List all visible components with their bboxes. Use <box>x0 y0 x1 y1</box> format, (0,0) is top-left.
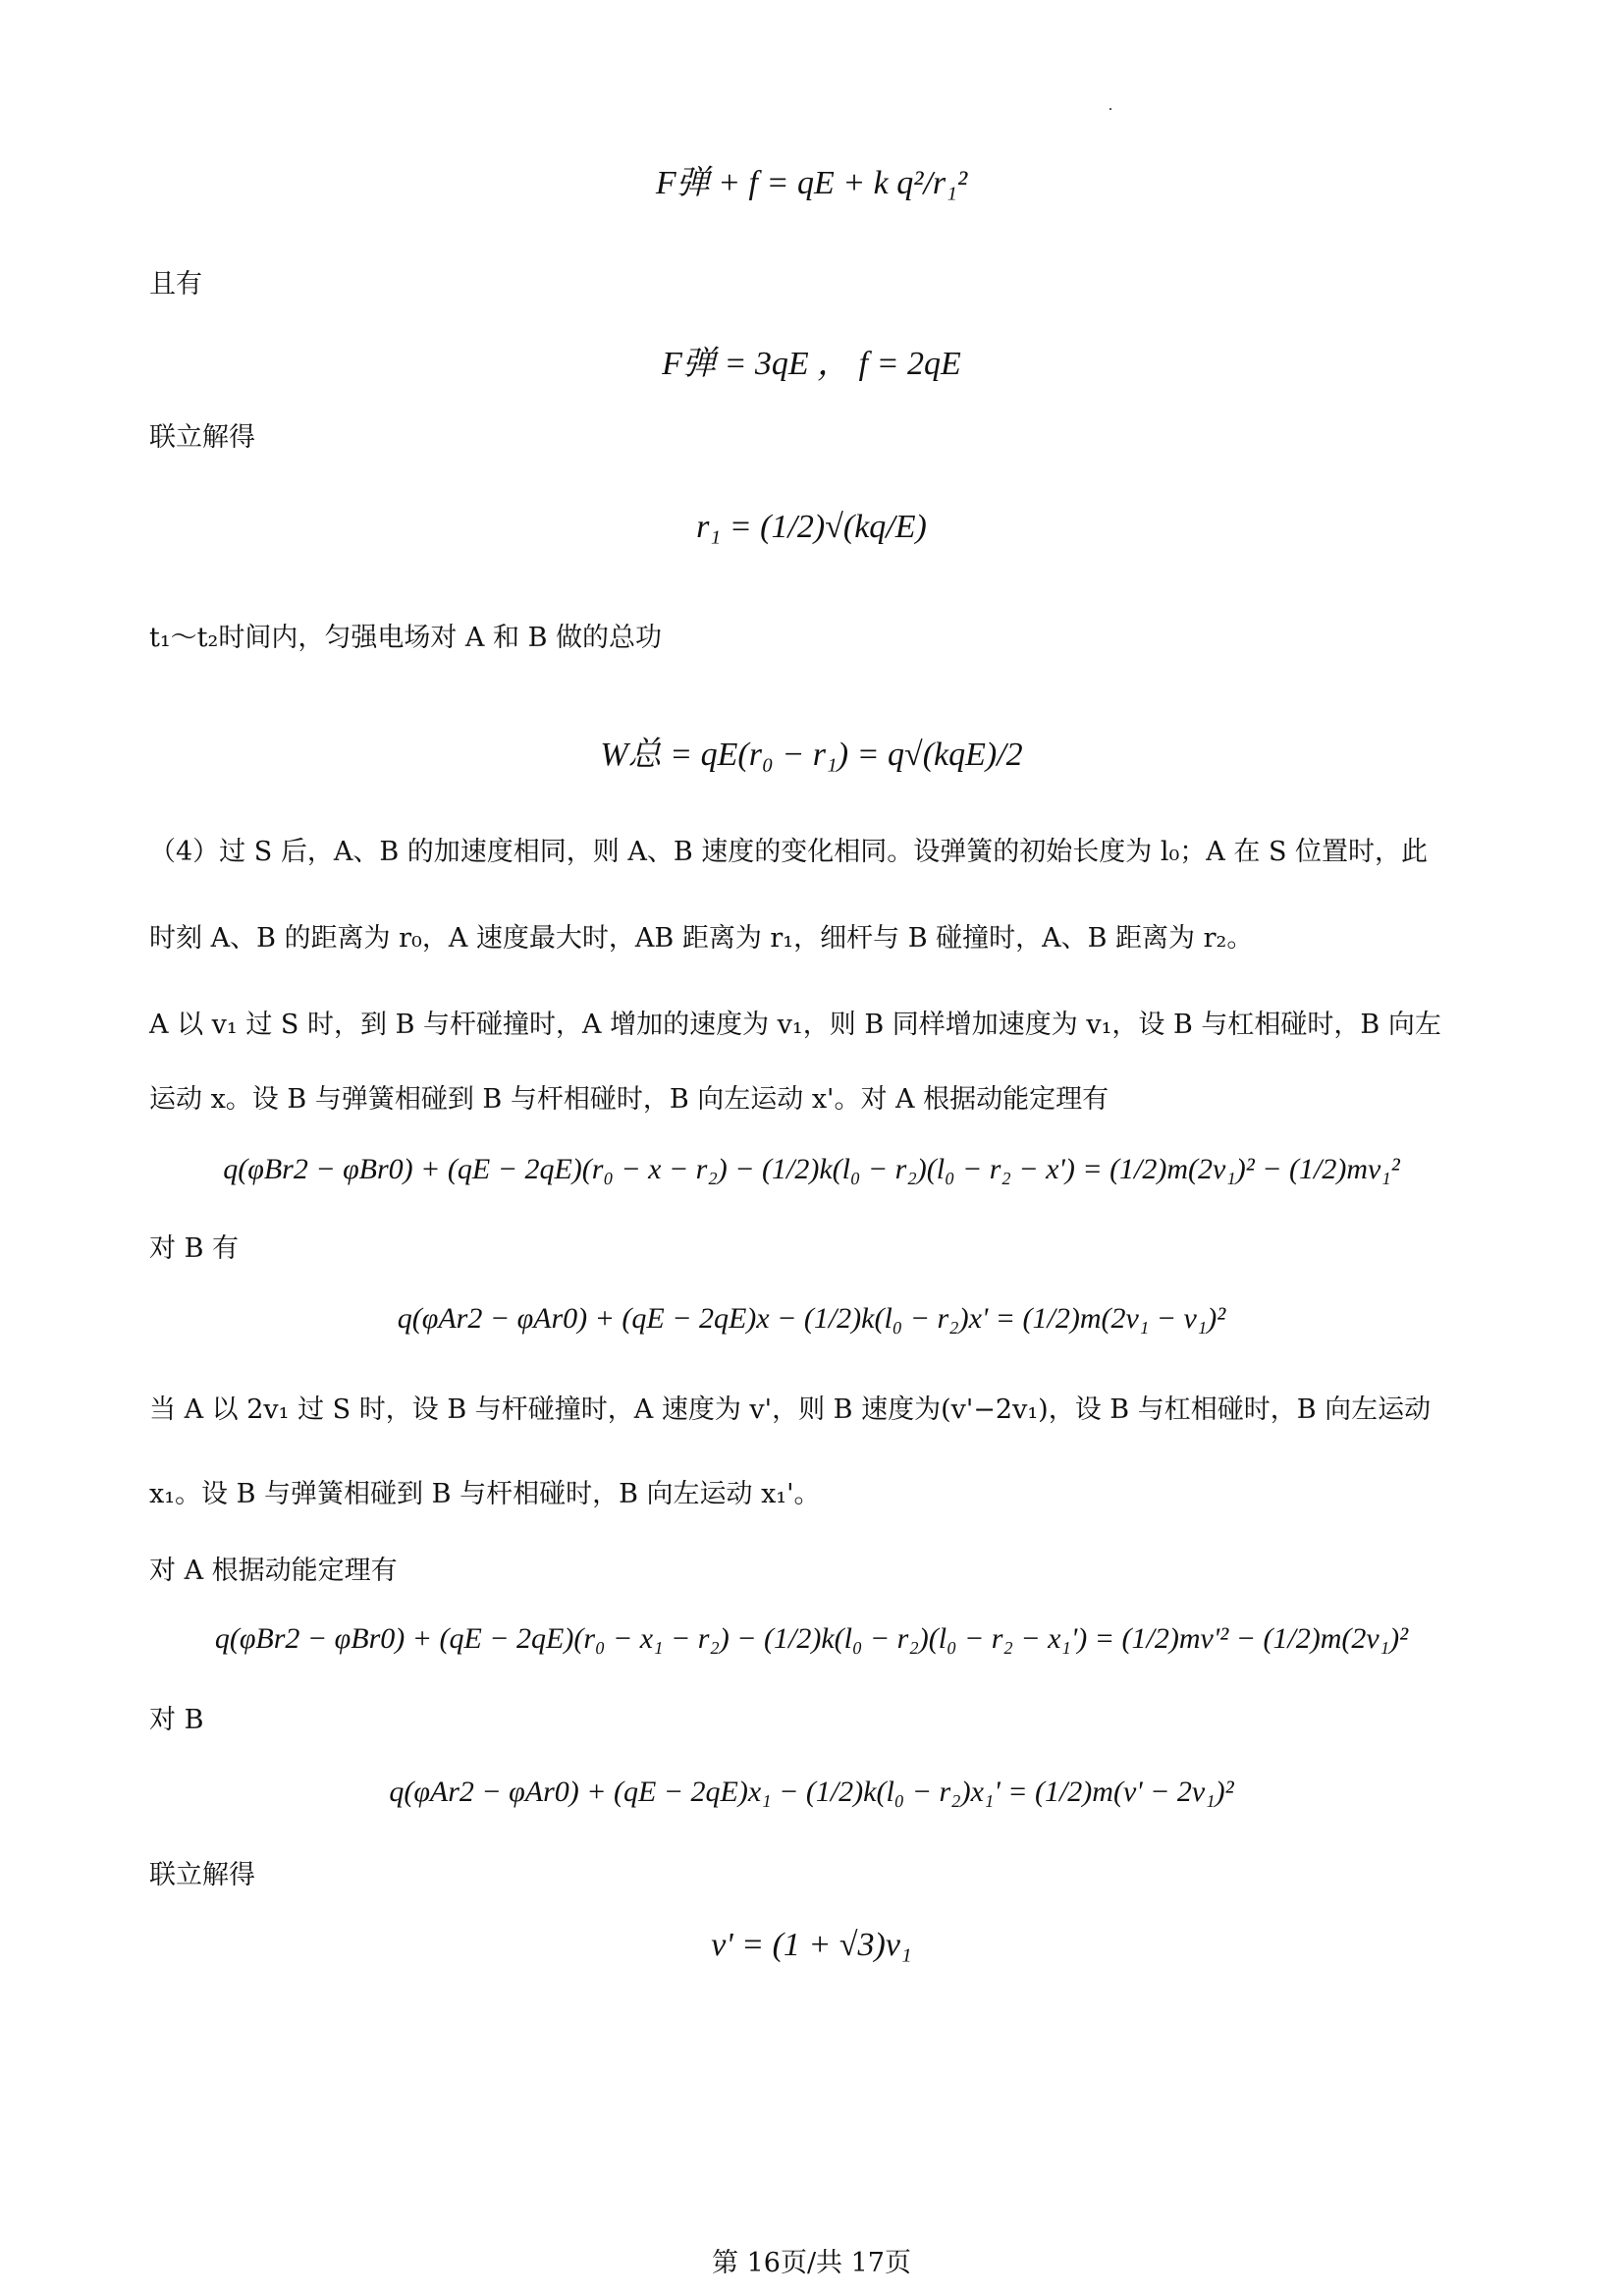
equation-energy-a1: q(φBr2 − φBr0) + (qE − 2qE)(r₀ − x − r₂) − (1/2)k(l₀ − r₂)(l₀ − r₂ − x') = (1/2)m(2v₁)² − (1/2)mv₁² <box>223 1153 1400 1185</box>
equation-r1: r₁ = (1/2)√(kq/E) <box>696 509 927 545</box>
equation-energy-b1: q(φAr2 − φAr0) + (qE − 2qE)x − (1/2)k(l₀ − r₂)x' = (1/2)m(2v₁ − v₁)² <box>397 1302 1226 1335</box>
text-line: 当 A 以 2v₁ 过 S 时，设 B 与杆碰撞时，A 速度为 v'，则 B 速度为(v'−2v₁)，设 B 与杠相碰时，B 向左运动 <box>149 1394 1432 1425</box>
text-line: （4）过 S 后，A、B 的加速度相同，则 A、B 速度的变化相同。设弹簧的初始长度为 l₀；A 在 S 位置时，此 <box>149 837 1429 867</box>
text-line: 联立解得 <box>149 1860 255 1890</box>
text-line: 对 B <box>149 1705 204 1735</box>
text-line: A 以 v₁ 过 S 时，到 B 与杆碰撞时，A 增加的速度为 v₁，则 B 同样增加速度为 v₁，设 B 与杠相碰时，B 向左 <box>149 1010 1441 1040</box>
equation-forces: F弹 = 3qE ， f = 2qE <box>662 346 961 382</box>
text-line: x₁。设 B 与弹簧相碰到 B 与杆相碰时，B 向左运动 x₁'。 <box>149 1479 821 1509</box>
equation-energy-b2: q(φAr2 − φAr0) + (qE − 2qE)x₁ − (1/2)k(l₀ − r₂)x₁' = (1/2)m(v' − 2v₁)² <box>389 1776 1234 1808</box>
equation-energy-a2: q(φBr2 − φBr0) + (qE − 2qE)(r₀ − x₁ − r₂) − (1/2)k(l₀ − r₂)(l₀ − r₂ − x₁') = (1/2)mv'² − (1/2)m(2v₁)² <box>214 1622 1409 1655</box>
text-line: 且有 <box>149 269 202 300</box>
equation-result: v' = (1 + √3)v₁ <box>711 1927 912 1963</box>
text-line: 联立解得 <box>149 422 255 453</box>
text-line: 运动 x。设 B 与弹簧相碰到 B 与杆相碰时，B 向左运动 x'。对 A 根据动能定理有 <box>149 1084 1109 1115</box>
page-number: 第 16页/共 17页 <box>712 2248 911 2278</box>
text-line: 对 A 根据动能定理有 <box>149 1556 398 1586</box>
equation-force-balance: F弹 + f = qE + k q²/r₁² <box>655 165 968 201</box>
text-line: 对 B 有 <box>149 1233 240 1264</box>
text-line: t₁～t₂时间内，匀强电场对 A 和 B 做的总功 <box>149 623 663 653</box>
equation-work: W总 = qE(r₀ − r₁) = q√(kqE)/2 <box>600 737 1023 773</box>
text-line: 时刻 A、B 的距离为 r₀，A 速度最大时，AB 距离为 r₁，细杆与 B 碰撞时，A、B 距离为 r₂。 <box>149 923 1254 954</box>
scan-speck <box>1109 108 1111 110</box>
